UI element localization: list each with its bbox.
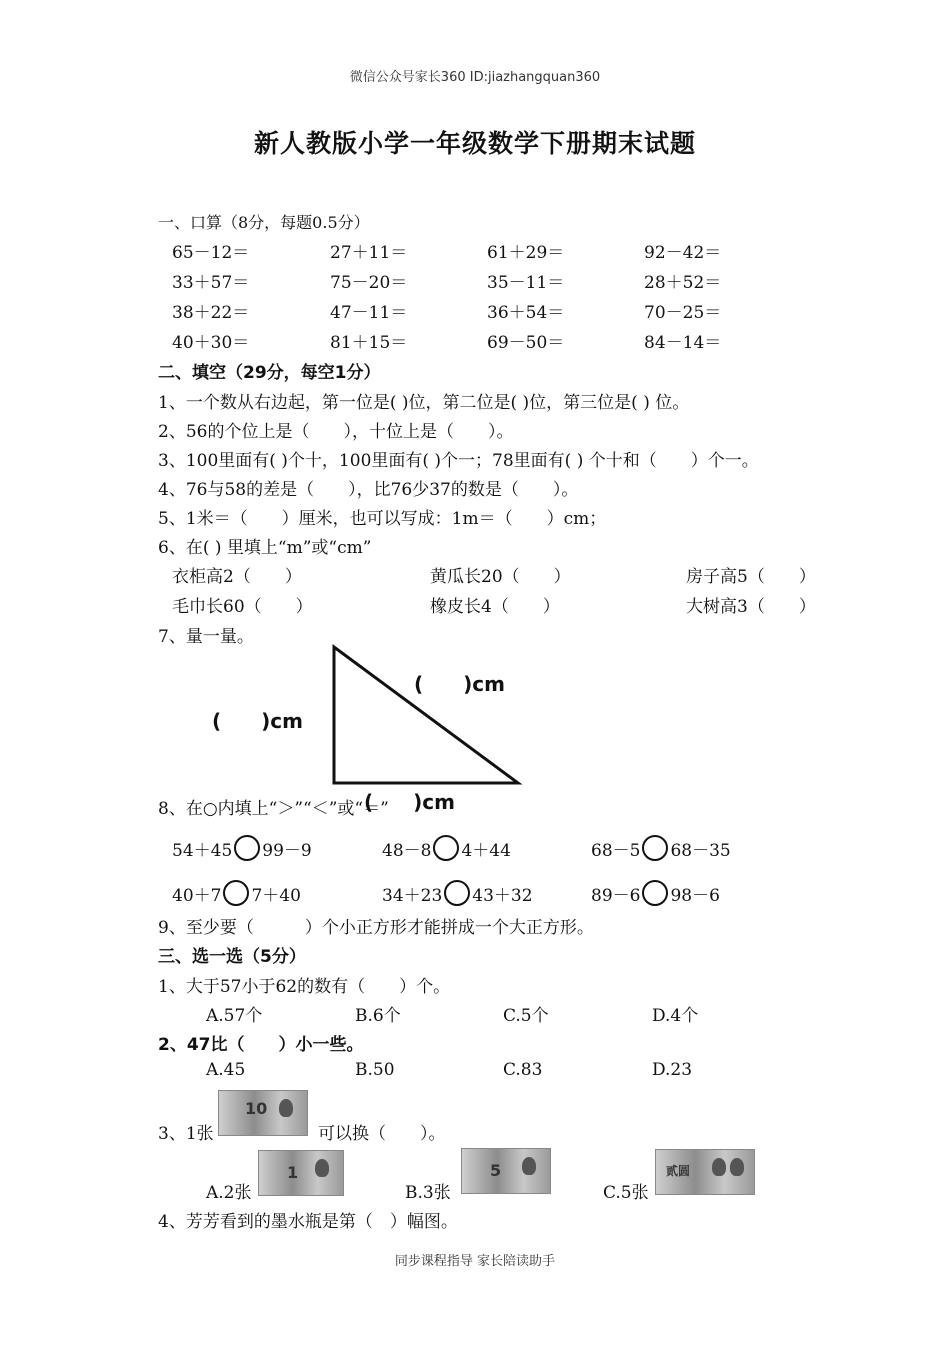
calc-item: 92－42＝ xyxy=(644,243,722,263)
fill-q7: 7、量一量。 xyxy=(158,627,254,647)
calc-item: 36＋54＝ xyxy=(487,303,565,323)
option-d[interactable]: D.4个 xyxy=(652,1006,699,1026)
option-a[interactable]: A.57个 xyxy=(206,1006,263,1026)
calc-item: 35－11＝ xyxy=(487,273,565,293)
compare-left: 68－5 xyxy=(591,841,641,861)
banknote-5-image xyxy=(461,1148,551,1194)
portrait-icon xyxy=(730,1158,744,1176)
choice-q3-suffix: 可以换（ ）。 xyxy=(318,1124,446,1144)
measure-bottom: ( )cm xyxy=(364,790,455,814)
calc-item: 38＋22＝ xyxy=(172,303,250,323)
compare-left: 89－6 xyxy=(591,886,641,906)
fill-q5: 5、1米＝（ ）厘米，也可以写成：1m＝（ ）cm； xyxy=(158,509,607,529)
calc-item: 65－12＝ xyxy=(172,243,250,263)
compare-circle[interactable] xyxy=(642,835,668,861)
fill-q4: 4、76与58的差是（ ），比76少37的数是（ ）。 xyxy=(158,480,579,500)
unit-item: 黄瓜长20（ ） xyxy=(430,567,571,587)
compare-left: 54＋45 xyxy=(172,841,233,861)
unit-item: 衣柜高2（ ） xyxy=(172,567,302,587)
compare-left: 40＋7 xyxy=(172,886,222,906)
page-title: 新人教版小学一年级数学下册期末试题 xyxy=(253,129,696,158)
compare-right: 99－9 xyxy=(262,841,312,861)
compare-left: 34＋23 xyxy=(382,886,443,906)
banknote-value: 10 xyxy=(245,1099,268,1118)
unit-item: 橡皮长4（ ） xyxy=(430,597,560,617)
section2-heading: 二、填空（29分，每空1分） xyxy=(158,363,381,383)
compare-left: 48－8 xyxy=(382,841,432,861)
compare-item xyxy=(172,880,301,906)
option-c[interactable]: C.5个 xyxy=(503,1006,549,1026)
portrait-icon xyxy=(522,1157,536,1175)
banknote-value: 贰圆 xyxy=(666,1164,691,1178)
banknote-value: 5 xyxy=(490,1161,502,1180)
triangle-figure xyxy=(325,640,525,790)
unit-item: 毛巾长60（ ） xyxy=(172,597,313,617)
section1-heading: 一、口算（8分，每题0.5分） xyxy=(158,213,370,232)
measure-hypotenuse: ( )cm xyxy=(414,672,505,696)
unit-item: 房子高5（ ） xyxy=(686,567,816,587)
portrait-icon xyxy=(712,1158,726,1176)
calc-item: 33＋57＝ xyxy=(172,273,250,293)
compare-circle[interactable] xyxy=(444,880,470,906)
page-header: 微信公众号家长360 ID:jiazhangquan360 xyxy=(349,70,601,85)
banknote-2-image xyxy=(655,1149,755,1195)
compare-item xyxy=(382,880,533,906)
measure-left: ( )cm xyxy=(212,709,303,733)
choice-q4: 4、芳芳看到的墨水瓶是第（ ）幅图。 xyxy=(158,1212,458,1232)
choice-q3-prefix: 3、1张 xyxy=(158,1124,214,1144)
calc-item: 47－11＝ xyxy=(330,303,408,323)
option-b[interactable]: B.3张 xyxy=(405,1183,451,1203)
portrait-icon xyxy=(279,1099,293,1117)
calc-item: 70－25＝ xyxy=(644,303,722,323)
compare-item xyxy=(591,880,720,906)
fill-q2: 2、56的个位上是（ ），十位上是（ ）。 xyxy=(158,422,514,442)
unit-item: 大树高3（ ） xyxy=(686,597,816,617)
option-d[interactable]: D.23 xyxy=(652,1060,693,1080)
calc-item: 61＋29＝ xyxy=(487,243,565,263)
section3-heading: 三、选一选（5分） xyxy=(158,947,306,967)
fill-q3: 3、100里面有( )个十，100里面有( )个一；78里面有( ) 个十和（ ）个一。 xyxy=(158,451,759,471)
fill-q1: 1、一个数从右边起，第一位是( )位，第二位是( )位，第三位是( ) 位。 xyxy=(158,393,690,413)
compare-item xyxy=(382,835,511,861)
banknote-value: 1 xyxy=(287,1163,299,1182)
calc-item: 40＋30＝ xyxy=(172,333,250,353)
compare-item xyxy=(172,835,312,861)
compare-circle[interactable] xyxy=(223,880,249,906)
option-c[interactable]: C.83 xyxy=(503,1060,543,1080)
compare-right: 7＋40 xyxy=(251,886,301,906)
page-footer: 同步课程指导 家长陪读助手 xyxy=(394,1254,556,1269)
banknote-1-image xyxy=(258,1150,344,1196)
fill-q9: 9、至少要（ ）个小正方形才能拼成一个大正方形。 xyxy=(158,918,594,938)
calc-item: 27＋11＝ xyxy=(330,243,408,263)
compare-circle[interactable] xyxy=(642,880,668,906)
option-a[interactable]: A.2张 xyxy=(206,1183,252,1203)
calc-item: 75－20＝ xyxy=(330,273,408,293)
compare-right: 43＋32 xyxy=(472,886,533,906)
calc-item: 84－14＝ xyxy=(644,333,722,353)
option-a[interactable]: A.45 xyxy=(206,1060,246,1080)
option-c[interactable]: C.5张 xyxy=(603,1183,649,1203)
fill-q6: 6、在( ) 里填上“m”或“cm” xyxy=(158,538,372,558)
compare-right: 4＋44 xyxy=(461,841,511,861)
calc-item: 28＋52＝ xyxy=(644,273,722,293)
fill-q8: 8、在○内填上“＞”“＜”或“＝” xyxy=(158,799,389,819)
banknote-10-image xyxy=(218,1090,308,1136)
compare-circle[interactable] xyxy=(433,835,459,861)
compare-right: 98－6 xyxy=(670,886,720,906)
calc-item: 69－50＝ xyxy=(487,333,565,353)
option-b[interactable]: B.6个 xyxy=(355,1006,401,1026)
portrait-icon xyxy=(315,1159,329,1177)
option-b[interactable]: B.50 xyxy=(355,1060,395,1080)
calc-item: 81＋15＝ xyxy=(330,333,408,353)
compare-item xyxy=(591,835,731,861)
compare-circle[interactable] xyxy=(234,835,260,861)
choice-q2: 2、47比（ ）小一些。 xyxy=(158,1035,364,1055)
choice-q1: 1、大于57小于62的数有（ ）个。 xyxy=(158,977,451,997)
compare-right: 68－35 xyxy=(670,841,731,861)
